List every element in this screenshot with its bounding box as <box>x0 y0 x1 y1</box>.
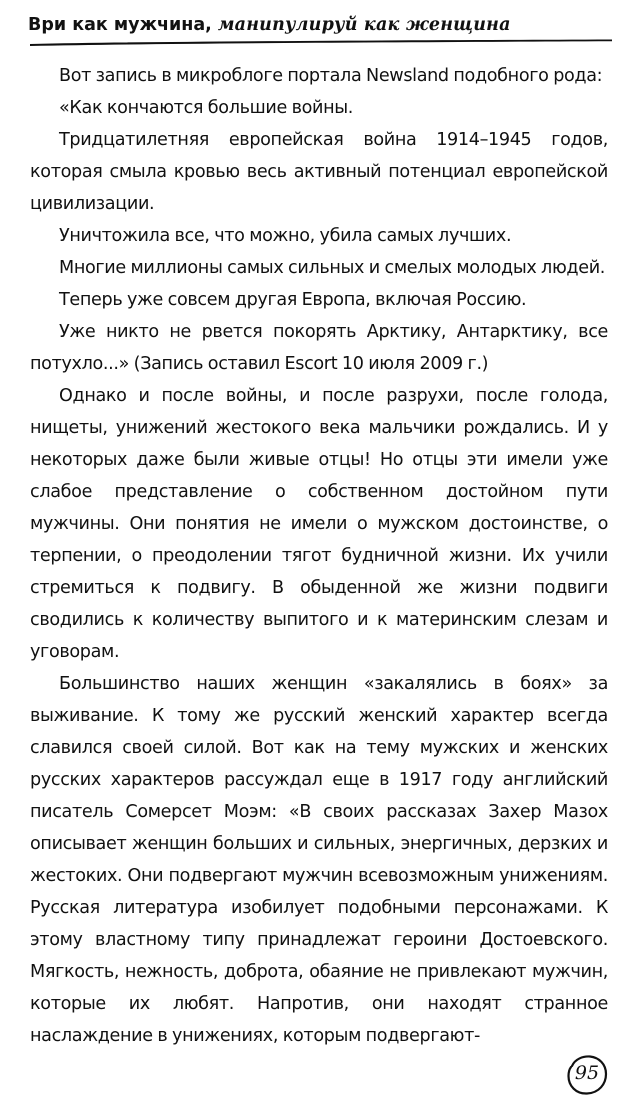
header-title-right: манипулируй как женщина <box>217 15 511 35</box>
paragraph: Многие миллионы самых сильных и смелых молодых людей. <box>59 258 606 278</box>
header-title-left: Ври как мужчина, <box>28 15 212 35</box>
paragraph: Большинство наших женщин «закалялись в боях» за выживание. К тому же русский женский характер всегда славился своей силой. Вот как на тему мужских и женских русских характеров рассуждал еще в 1917 году английский писатель Сомерсет Моэм: «В своих рассказах Захер Мазох описывает женщин больших и сильных, энергичных, дерзких и жестоких. Они подвергают мужчин всевозможным унижениям. Русская литература изобилует подобными персонажами. К этому властному типу принадлежат героини Достоевского. Мягкость, нежность, доброта, обаяние не привлекают мужчин, которые их любят. Напротив, они находят странное наслаждение в унижениях, которым подвергают- <box>30 674 608 1046</box>
paragraph: Вот запись в микроблоге портала Newsland подобного рода: <box>59 66 603 86</box>
header-rule <box>28 38 614 48</box>
paragraph: Уже никто не рвется покорять Арктику, Антарктику, все потухло...» (Запись оставил Escort 10 июля 2009 г.) <box>30 322 608 374</box>
paragraph: Уничтожила все, что можно, убила самых лучших. <box>59 226 512 246</box>
body-text <box>30 60 608 1052</box>
page-number <box>565 1053 609 1097</box>
running-header <box>28 8 614 52</box>
paragraph: Тридцатилетняя европейская война 1914–1945 годов, которая смыла кровью весь активный потенциал европейской цивилизации. <box>30 130 608 214</box>
page-number-text: 95 <box>574 1062 600 1084</box>
header-title <box>28 14 511 36</box>
paragraph: Однако и после войны, и после разрухи, после голода, нищеты, унижений жестокого века мальчики рождались. И у некоторых даже были живые отцы! Но отцы эти имели уже слабое представление о собственном достойном пути мужчины. Они понятия не имели о мужском достоинстве, о терпении, о преодолении тягот будничной жизни. Их учили стремиться к подвигу. В обыденной же жизни подвиги сводились к количеству выпитого и к материнским слезам и уговорам. <box>30 386 608 662</box>
paragraph: «Как кончаются большие войны. <box>59 98 354 118</box>
paragraph: Теперь уже совсем другая Европа, включая Россию. <box>59 290 527 310</box>
